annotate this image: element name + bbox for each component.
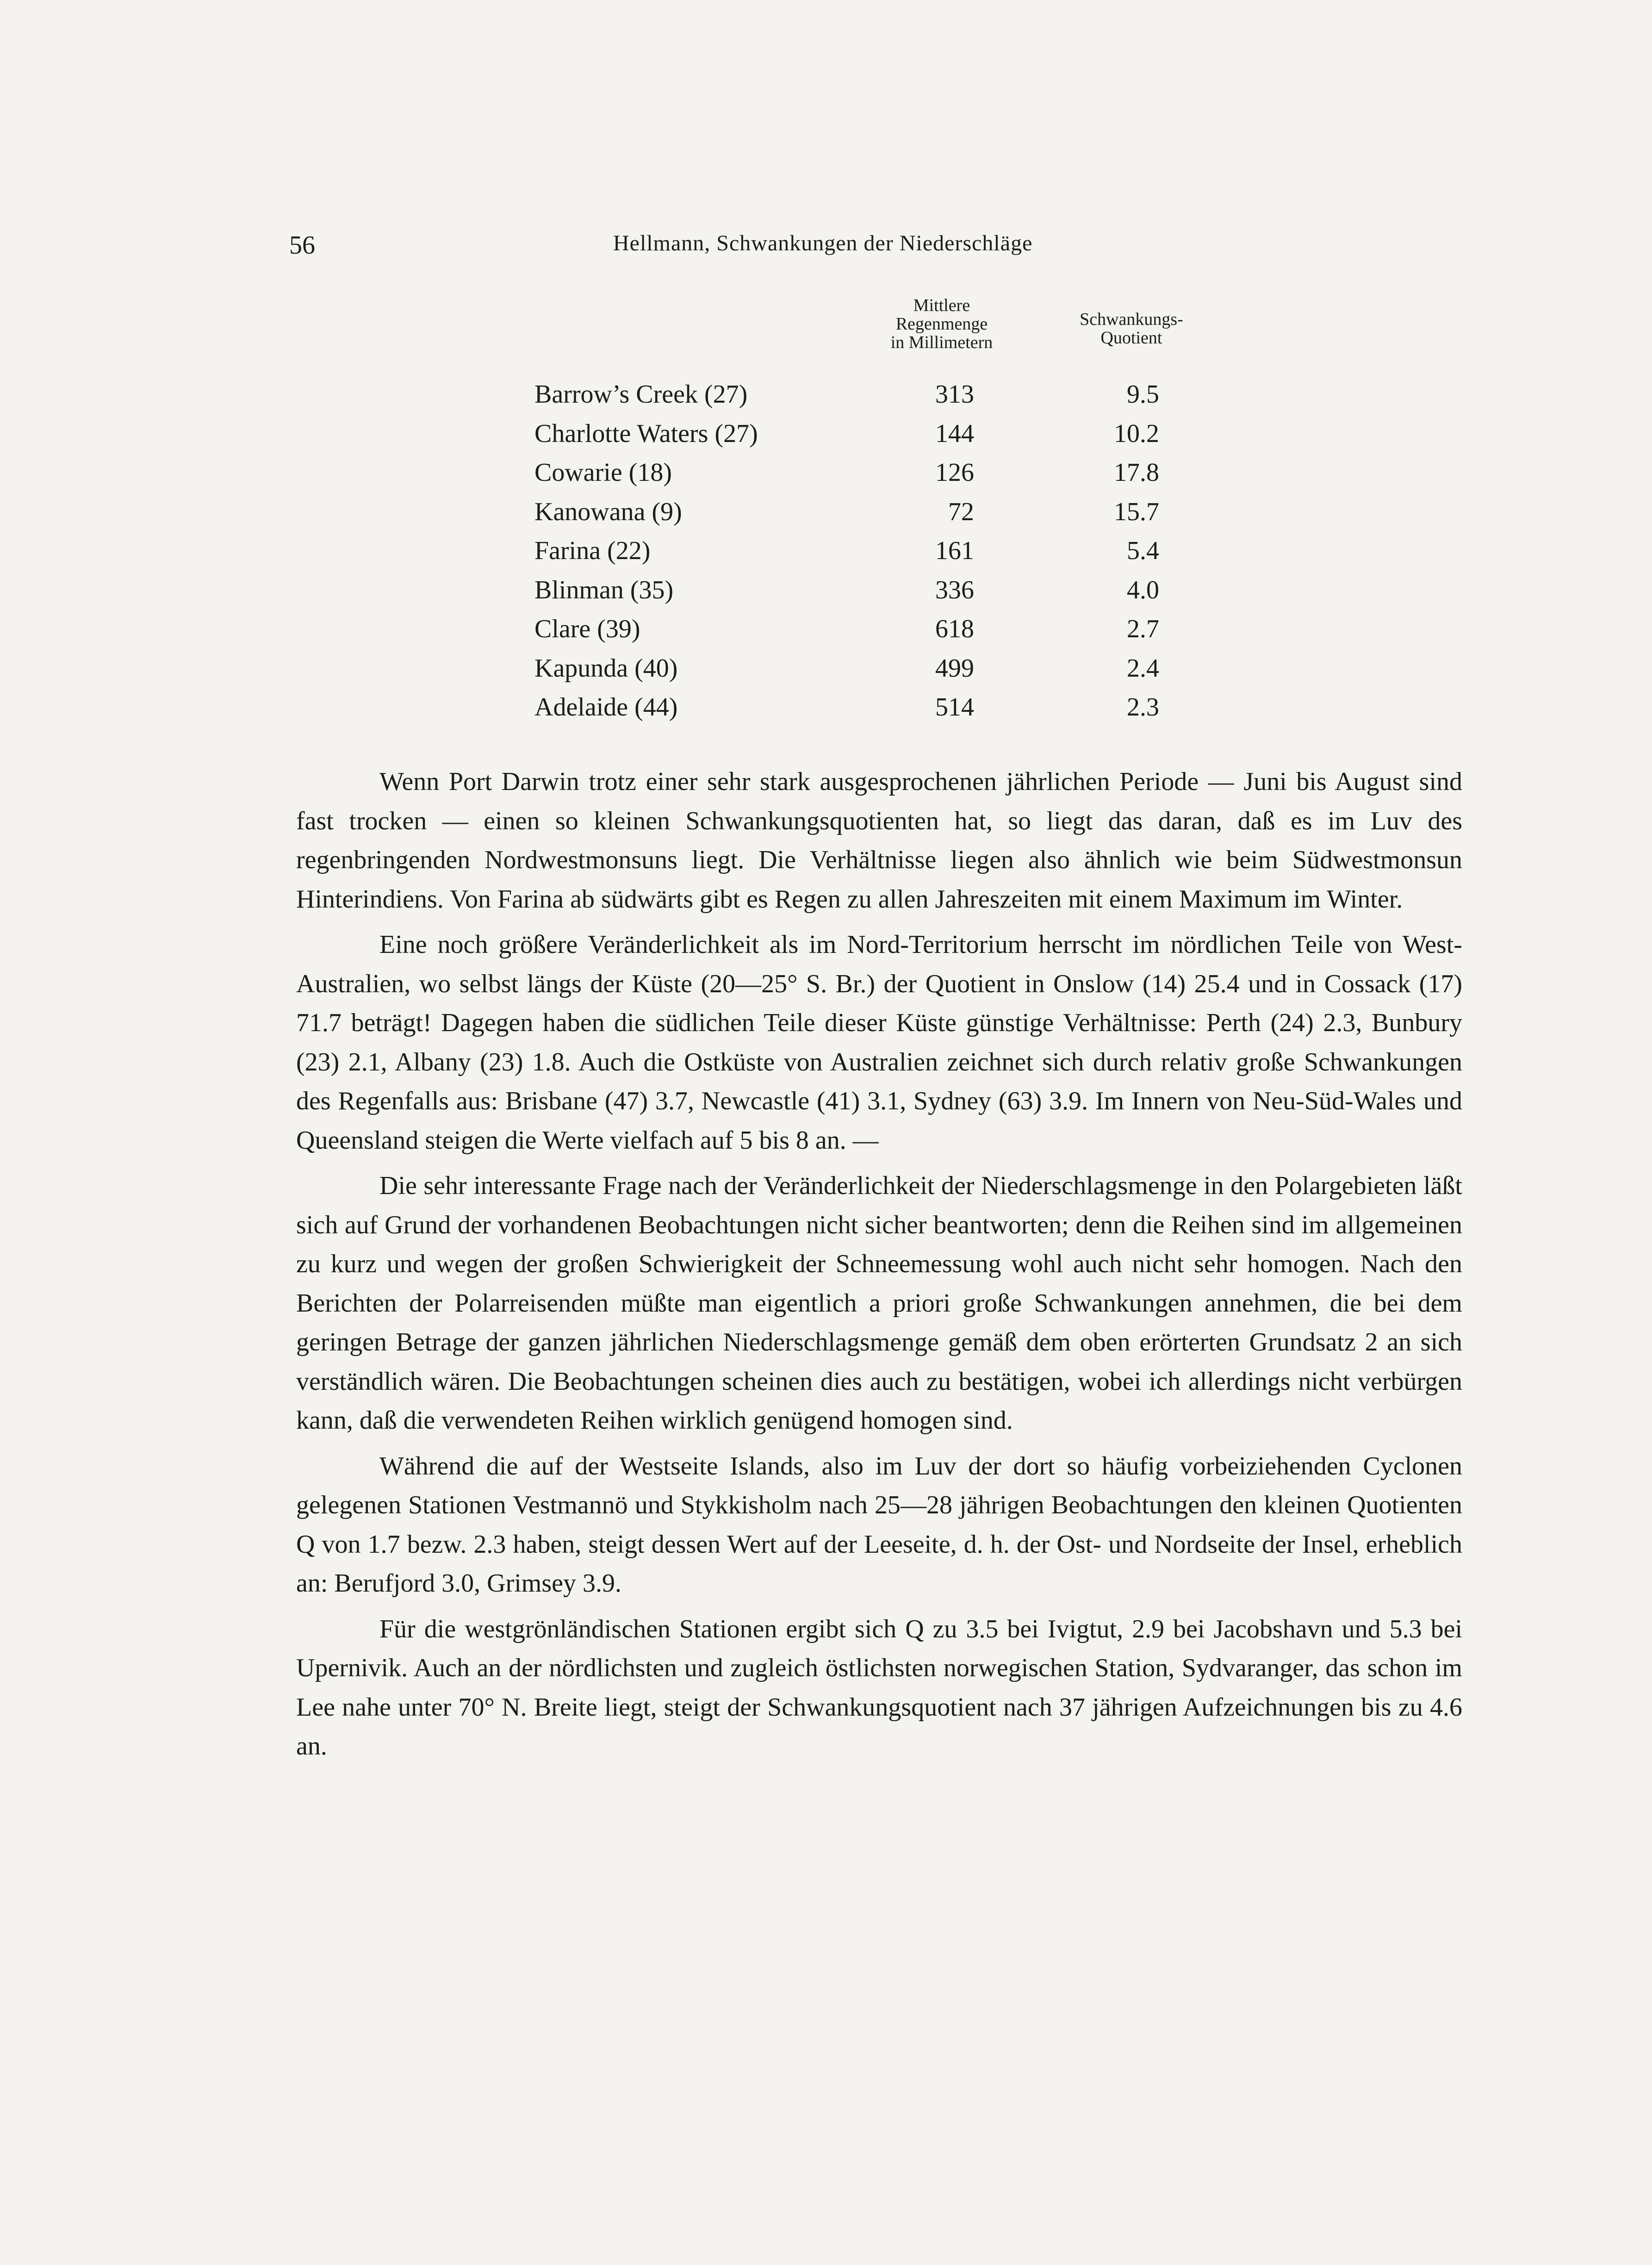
mean-rainfall: 514 <box>935 693 974 722</box>
table-row <box>534 688 1266 727</box>
paragraph: Die sehr interessante Frage nach der Veränderlichkeit der Niederschlagsmenge in den Polargebieten läßt sich auf Grund der vorhandenen Beobachtungen nicht sicher beantworten; denn die Reihen sind im allgemeinen zu kurz und wegen der großen Schwierigkeit der Schneemessung wohl auch nicht sehr homogen. Nach den Berichten der Polarreisenden müßte man eigentlich a priori große Schwankungen annehmen, die bei dem geringen Betrage der ganzen jährlichen Niederschlagsmenge gemäß dem oben erörterten Grundsatz 2 an sich verständlich wären. Die Beobachtungen scheinen dies auch zu bestätigen, wobei ich allerdings nicht verbürgen kann, daß die verwendeten Reihen wirklich genügend homogen sind. <box>296 1171 1462 1435</box>
column-header-mean-rainfall <box>858 296 1025 352</box>
quotient-value: 4.0 <box>1127 575 1159 604</box>
station-name: Blinman (35) <box>534 575 674 604</box>
quotient-value: 9.5 <box>1127 380 1159 409</box>
header-line: Schwankungs- <box>1080 310 1183 329</box>
station-name: Barrow’s Creek (27) <box>534 380 748 409</box>
table-header <box>534 296 1266 375</box>
station-name: Kanowana (9) <box>534 497 682 526</box>
paragraph: Für die westgrönländischen Stationen ergibt sich Q zu 3.5 bei Ivigtut, 2.9 bei Jacobshavn und 5.3 bei Upernivik. Auch an der nördlichsten und zugleich östlichsten norwegischen Station, Sydvaranger, das schon im Lee nahe unter 70° N. Breite liegt, steigt der Schwankungsquotient nach 37 jährigen Aufzeichnungen bis zu 4.6 an. <box>296 1614 1462 1761</box>
table-row <box>534 649 1266 688</box>
table-row <box>534 571 1266 610</box>
table-row <box>534 531 1266 571</box>
paragraph: Wenn Port Darwin trotz einer sehr stark ausgesprochenen jährlichen Periode — Juni bis August sind fast trocken — einen so kleinen Schwankungsquotienten hat, so liegt das daran, daß es im Luv des regenbringenden Nordwestmonsuns liegt. Die Verhältnisse liegen also ähnlich wie beim Südwestmonsun Hinterindiens. Von Farina ab südwärts gibt es Regen zu allen Jahreszeiten mit einem Maximum im Winter. <box>296 767 1462 914</box>
paragraph: Während die auf der Westseite Islands, also im Luv der dort so häufig vorbeiziehenden Cyclonen gelegenen Stationen Vestmannö und Stykkisholm nach 25—28 jährigen Beobachtungen den kleinen Quotienten Q von 1.7 bezw. 2.3 haben, steigt dessen Wert auf der Leeseite, d. h. der Ost- und Nordseite der Insel, erheblich an: Berufjord 3.0, Grimsey 3.9. <box>296 1451 1462 1598</box>
header-line: Quotient <box>1100 328 1162 348</box>
body-text <box>296 762 1462 1773</box>
station-name: Cowarie (18) <box>534 458 672 487</box>
mean-rainfall: 126 <box>935 458 974 487</box>
header-line: Regenmenge <box>895 314 988 334</box>
quotient-value: 5.4 <box>1127 536 1159 565</box>
mean-rainfall: 336 <box>935 575 974 604</box>
mean-rainfall: 144 <box>935 419 974 448</box>
quotient-value: 2.4 <box>1127 653 1159 683</box>
paragraph: Eine noch größere Veränderlichkeit als im Nord-Territorium herrscht im nördlichen Teile von West-Australien, wo selbst längs der Küste (20—25° S. Br.) der Quotient in Onslow (14) 25.4 und in Cossack (17) 71.7 beträgt! Dagegen haben die südlichen Teile dieser Küste günstige Verhältnisse: Perth (24) 2.3, Bunbury (23) 2.1, Albany (23) 1.8. Auch die Ostküste von Australien zeichnet sich durch relativ große Schwankungen des Regenfalls aus: Brisbane (47) 3.7, Newcastle (41) 3.1, Sydney (63) 3.9. Im Innern von Neu-Süd-Wales und Queensland steigen die Werte vielfach auf 5 bis 8 an. — <box>296 930 1462 1155</box>
station-name: Farina (22) <box>534 536 651 565</box>
quotient-value: 10.2 <box>1114 419 1159 448</box>
mean-rainfall: 499 <box>935 653 974 683</box>
quotient-value: 2.7 <box>1127 615 1159 643</box>
table-row <box>534 492 1266 532</box>
station-name: Charlotte Waters (27) <box>534 419 758 448</box>
station-name: Kapunda (40) <box>534 653 678 683</box>
station-name: Clare (39) <box>534 615 640 643</box>
table-row <box>534 453 1266 492</box>
quotient-value: 2.3 <box>1127 693 1159 722</box>
quotient-value: 17.8 <box>1114 458 1159 487</box>
page-header <box>289 230 1474 268</box>
header-line: in Millimetern <box>890 333 993 352</box>
mean-rainfall: 313 <box>935 380 974 409</box>
column-header-quotient <box>1062 310 1201 347</box>
header-line: Mittlere <box>913 296 970 315</box>
table-row <box>534 414 1266 454</box>
mean-rainfall: 161 <box>935 536 974 565</box>
mean-rainfall: 72 <box>948 497 974 526</box>
station-name: Adelaide (44) <box>534 693 678 722</box>
table-row <box>534 610 1266 649</box>
mean-rainfall: 618 <box>935 615 974 643</box>
quotient-value: 15.7 <box>1114 497 1159 526</box>
running-title: Hellmann, Schwankungen der Niederschläge <box>613 231 1033 255</box>
page-number: 56 <box>289 231 315 260</box>
table-row <box>534 375 1266 414</box>
rainfall-table <box>534 296 1266 727</box>
